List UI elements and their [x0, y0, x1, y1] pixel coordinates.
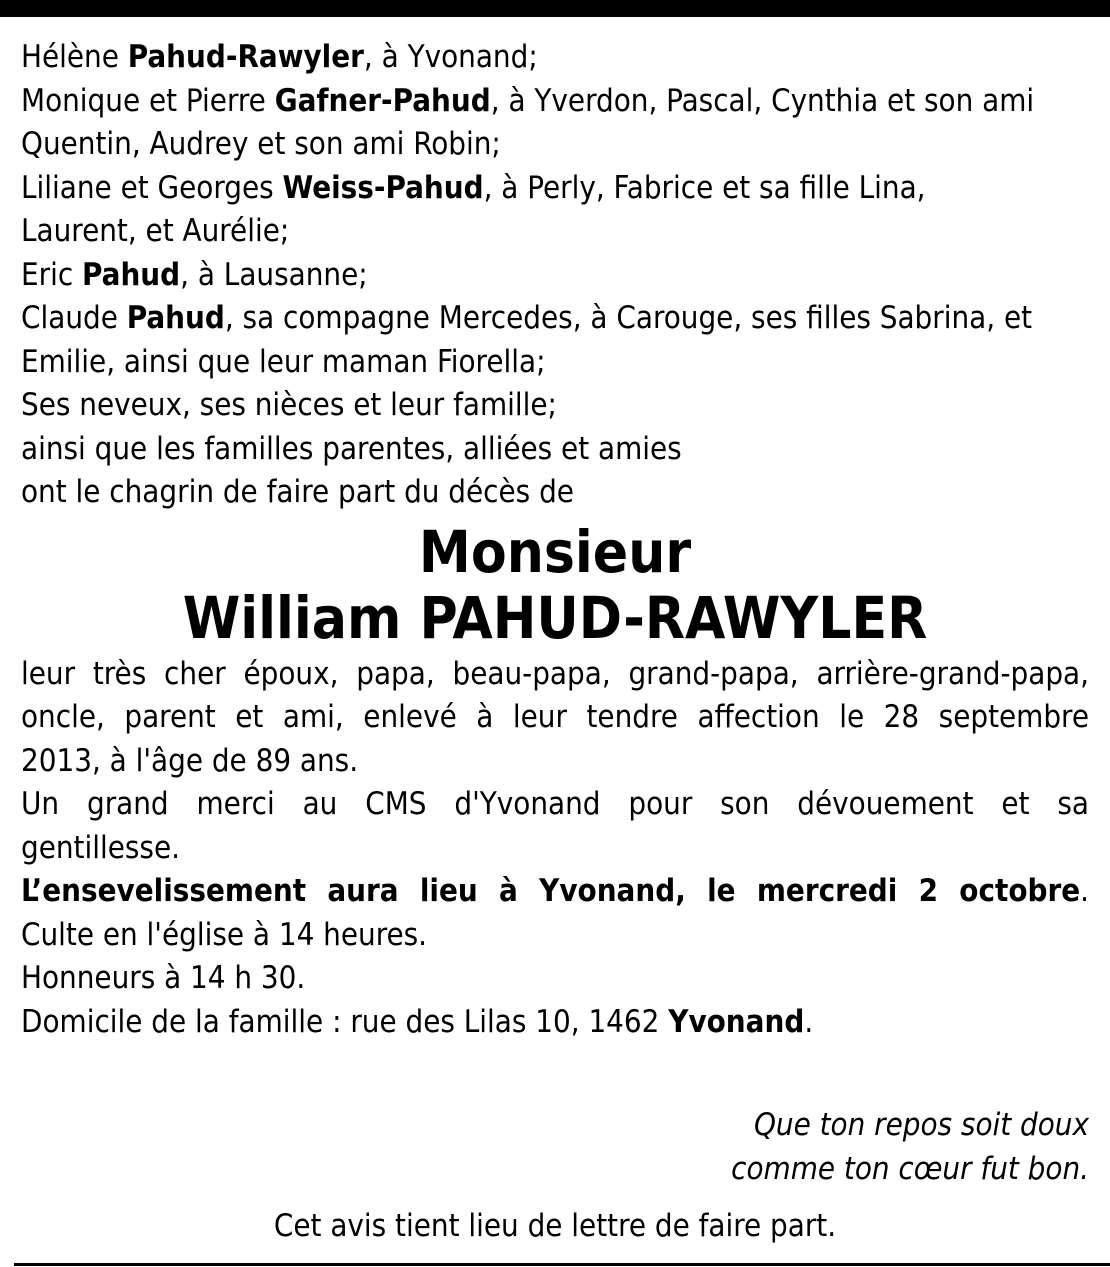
family-text: Liliane et Georges: [21, 169, 283, 206]
family-surname: Weiss-Pahud: [282, 169, 484, 206]
family-line: [21, 428, 1089, 472]
family-text: Ses neveux, ses nièces et leur famille;: [21, 387, 557, 423]
family-line: [21, 210, 1089, 254]
bottom-border-rule: [14, 1263, 1110, 1266]
burial-punct: .: [1080, 873, 1089, 909]
burial-text: L’ensevelissement aura lieu à Yvonand, le mercredi 2 octobre: [21, 873, 1081, 909]
service-line: Culte en l'église à 14 heures.: [21, 916, 428, 953]
burial-line: [21, 870, 1089, 914]
domicile-punct: .: [804, 1003, 814, 1040]
family-line: [21, 123, 1089, 167]
family-text: , à Yverdon, Pascal, Cynthia et son ami: [490, 82, 1035, 119]
domicile-town: Yvonand: [668, 1003, 805, 1040]
family-text: , à Lausanne;: [180, 256, 368, 293]
family-line: [21, 80, 1089, 124]
family-list: [21, 36, 1089, 515]
family-text: Quentin, Audrey et son ami Robin;: [21, 126, 501, 162]
family-text: Emilie, ainsi que leur maman Fiorella;: [21, 343, 546, 380]
family-surname: Pahud: [126, 300, 225, 336]
family-text: , à Yvonand;: [363, 39, 538, 75]
epitaph-line: Que ton repos soit doux: [753, 1107, 1089, 1143]
family-text: ont le chagrin de faire part du décès de: [21, 474, 574, 510]
body-line: 2013, à l'âge de 89 ans.: [21, 742, 359, 779]
epitaph-line: comme ton cœur fut bon.: [731, 1150, 1089, 1187]
family-text: , à Perly, Fabrice et sa fille Lina,: [483, 169, 926, 206]
family-line: [21, 341, 1089, 385]
family-text: Laurent, et Aurélie;: [21, 213, 290, 249]
footer-note: Cet avis tient lieu de lettre de faire part.: [273, 1208, 837, 1244]
family-surname: Gafner-Pahud: [274, 82, 491, 119]
family-line: [21, 297, 1089, 341]
family-line: [21, 167, 1089, 211]
honours-line: Honneurs à 14 h 30.: [21, 960, 306, 996]
body-line: gentillesse.: [21, 829, 180, 866]
family-line: [21, 254, 1089, 298]
deceased-name: William PAHUD-RAWYLER: [182, 583, 928, 652]
family-surname: Pahud-Rawyler: [127, 39, 364, 75]
body-line: leur très cher époux, papa, beau-papa, grand-papa, arrière-grand-papa,: [21, 655, 1089, 692]
family-text: Eric: [21, 256, 83, 293]
domicile-text: Domicile de la famille : rue des Lilas 10, 1462: [21, 1003, 669, 1040]
family-text: Monique et Pierre: [21, 82, 275, 119]
family-text: ainsi que les familles parentes, alliées et amies: [21, 430, 682, 467]
family-line: [21, 36, 1089, 80]
family-line: [21, 471, 1089, 515]
body-line: Un grand merci au CMS d'Yvonand pour son dévouement et sa: [21, 786, 1089, 822]
notice-text: [21, 36, 1089, 1249]
family-line: [21, 384, 1089, 428]
family-text: , sa compagne Mercedes, à Carouge, ses filles Sabrina, et: [224, 300, 1033, 336]
family-text: Hélène: [21, 39, 128, 75]
top-border-rule: [0, 0, 1110, 17]
domicile-line: [21, 1001, 1089, 1045]
body-line: oncle, parent et ami, enlevé à leur tendre affection le 28 septembre: [21, 699, 1089, 735]
family-text: Claude: [21, 300, 127, 336]
deceased-title: Monsieur: [418, 517, 692, 586]
family-surname: Pahud: [82, 256, 181, 293]
